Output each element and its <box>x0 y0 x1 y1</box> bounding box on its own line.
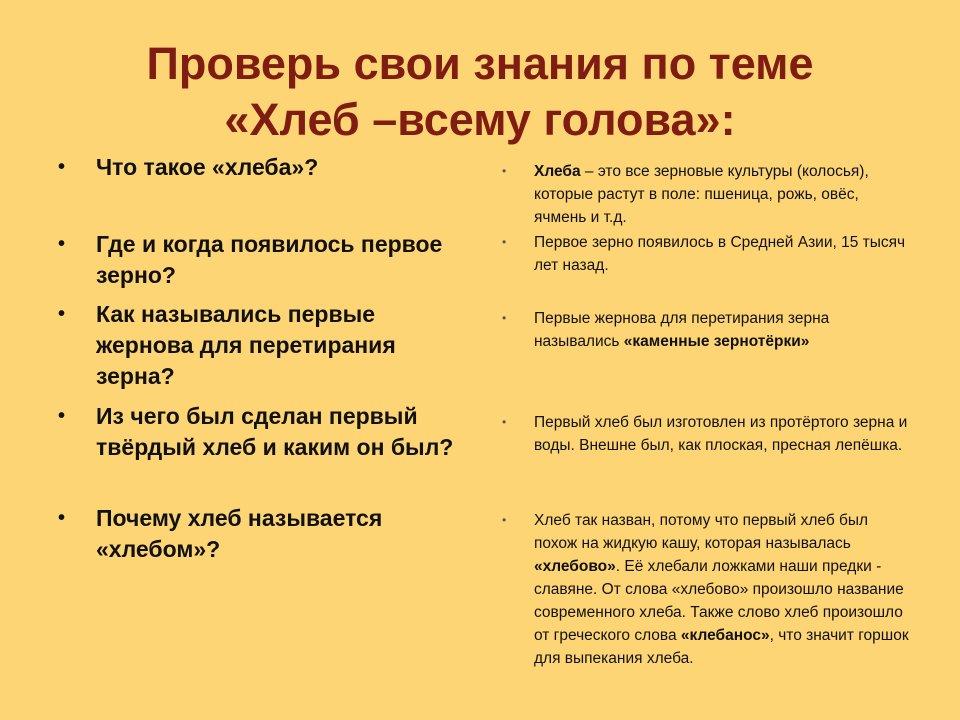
answer-text: Хлеба – это все зерновые культуры (колосья), которые растут в поле: пшеница, рожь, овёс, ячмень и т.д. <box>534 163 869 226</box>
bullet-icon: • <box>502 164 507 178</box>
question-text: Что такое «хлеба»? <box>96 154 319 180</box>
bullet-icon: • <box>502 513 507 527</box>
answer-term: Хлеба <box>534 163 581 180</box>
answer-term: «каменные зернотёрки» <box>623 333 810 350</box>
question-text: Почему хлеб называется «хлебом»? <box>96 505 383 562</box>
slide-title <box>0 36 960 148</box>
question-text: Из чего был сделан первый твёрдый хлеб и каким он был? <box>96 403 454 460</box>
answer-term: «хлебово» <box>534 558 616 575</box>
bullet-icon: • <box>502 311 507 325</box>
answer-term: «клебанос» <box>680 627 770 644</box>
title-line-1: Проверь свои знания по теме <box>146 38 814 89</box>
answer-text: Первое зерно появилось в Средней Азии, 15 тысяч лет назад. <box>534 234 906 274</box>
bullet-icon: • <box>58 303 66 325</box>
bullet-icon: • <box>58 507 66 529</box>
bullet-icon: • <box>502 235 507 249</box>
question-text: Где и когда появилось первое зерно? <box>96 231 443 288</box>
question-text: Как назывались первые жернова для перетирания зерна? <box>96 301 396 389</box>
answer-text: Первые жернова для перетирания зерна назывались «каменные зернотёрки» <box>534 310 830 350</box>
bullet-icon: • <box>58 156 66 178</box>
answer-text: Первый хлеб был изготовлен из протёртого зерна и воды. Внешне был, как плоская, пресная лепёшка. <box>534 414 908 454</box>
bullet-icon: • <box>502 415 507 429</box>
title-line-2: «Хлеб –всему голова»: <box>224 94 736 145</box>
bullet-icon: • <box>58 233 66 255</box>
answer-text: Хлеб так назван, потому что первый хлеб был похож на жидкую кашу, которая называлась «хлебово». Её хлебали ложками наши предки - славяне. От слова «хлебово» произошло название современного хлеба. Также слово хлеб произошло от греческого слова «клебанос», что значит горшок для выпекания хлеба. <box>534 512 909 667</box>
bullet-icon: • <box>58 405 66 427</box>
